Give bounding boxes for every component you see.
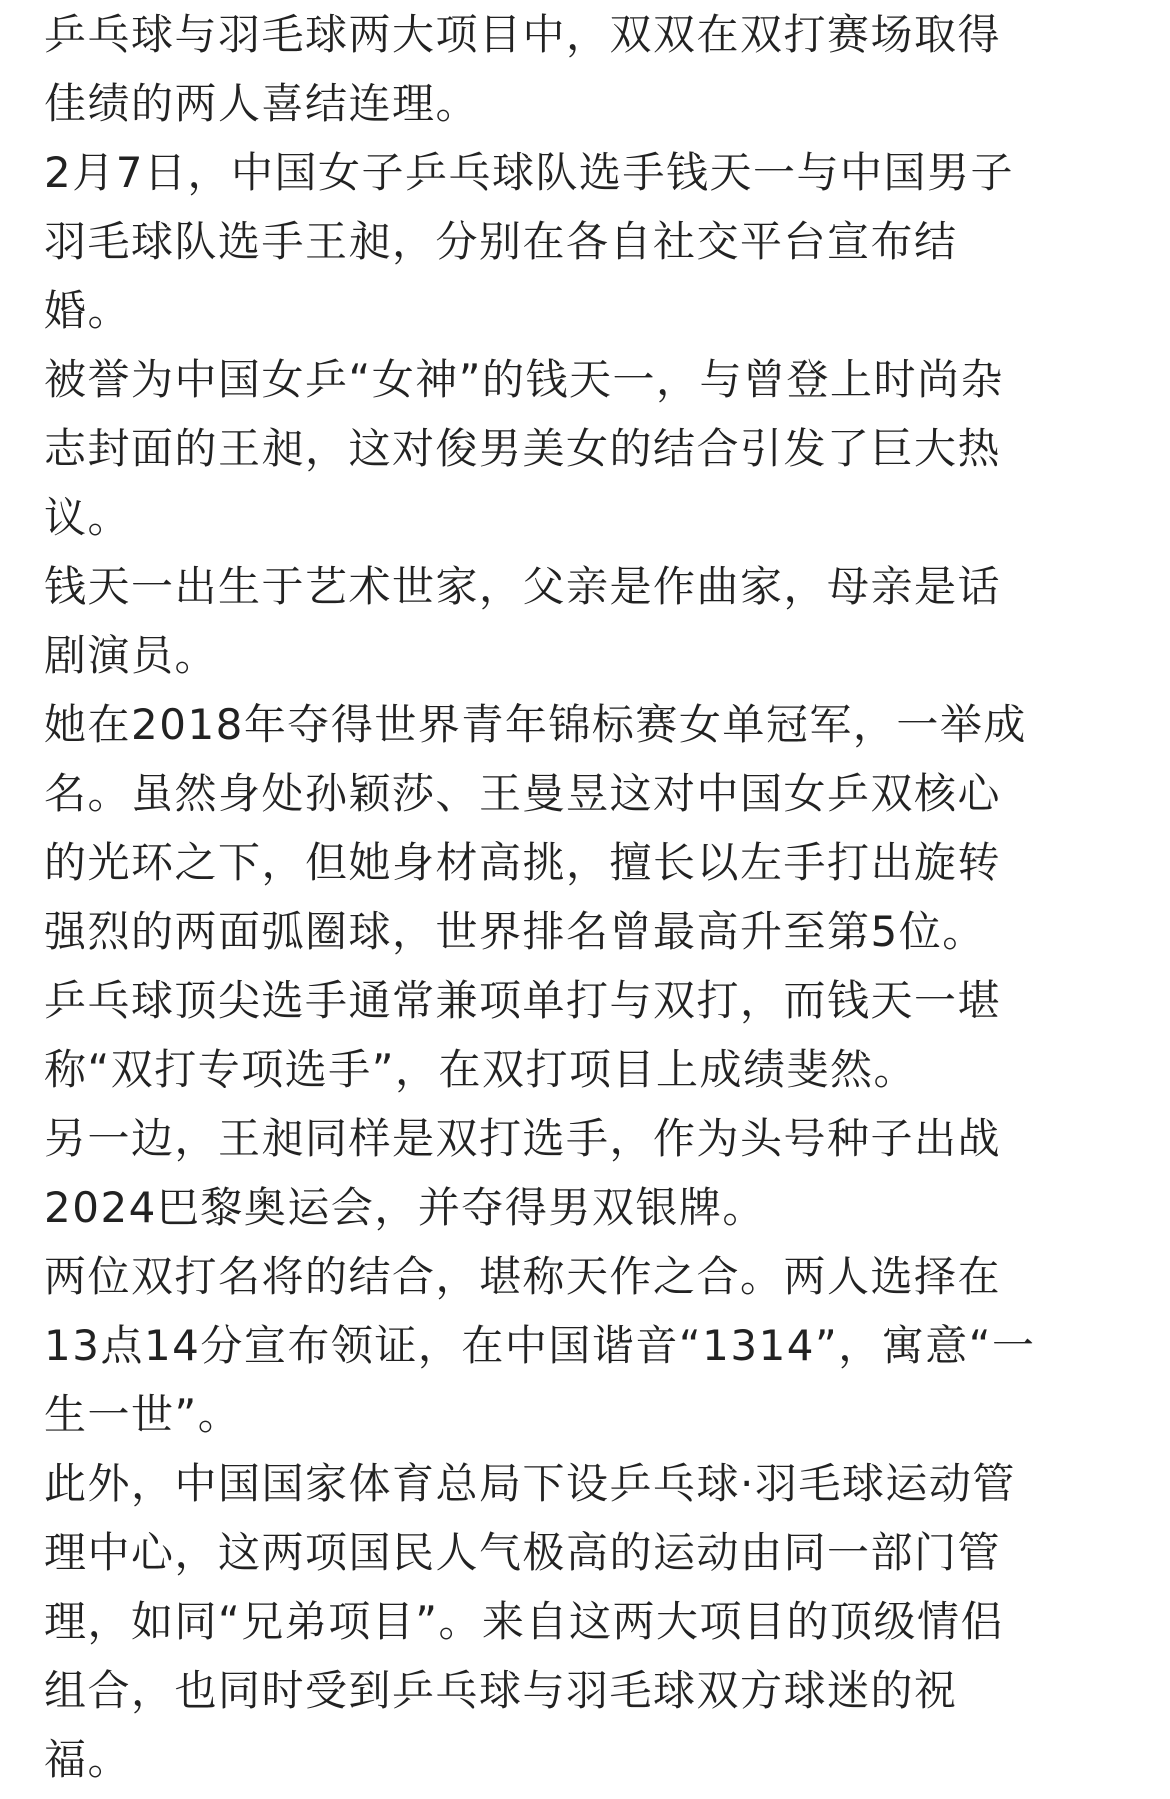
article-line: 理，如同“兄弟项目”。来自这两大项目的顶级情侣 [44, 1597, 1005, 1646]
article-line: 被誉为中国女乒“女神”的钱天一，与曾登上时尚杂 [44, 355, 1005, 404]
article-line: 名。虽然身处孙颖莎、王曼昱这对中国女乒双核心 [44, 769, 1002, 818]
article-line: 生一世”。 [44, 1390, 242, 1439]
article-line: 13点14分宣布领证，在中国谐音“1314”，寓意“一 [44, 1321, 1036, 1370]
article-line: 志封面的王昶，这对俊男美女的结合引发了巨大热 [44, 424, 1002, 473]
article-line: 乒乓球与羽毛球两大项目中，双双在双打赛场取得 [44, 10, 1002, 59]
article-line: 她在2018年夺得世界青年锦标赛女单冠军，一举成 [44, 700, 1027, 749]
article-line: 议。 [44, 493, 132, 542]
article-line: 钱天一出生于艺术世家，父亲是作曲家，母亲是话 [44, 562, 1002, 611]
article-line: 剧演员。 [44, 631, 219, 680]
article-line: 强烈的两面弧圈球，世界排名曾最高升至第5位。 [44, 907, 986, 956]
article-line: 2月7日，中国女子乒乓球队选手钱天一与中国男子 [44, 148, 1014, 197]
article-line: 理中心，这两项国民人气极高的运动由同一部门管 [44, 1528, 1002, 1577]
article-line: 此外，中国国家体育总局下设乒乓球·羽毛球运动管 [44, 1459, 1016, 1508]
article-line: 乒乓球顶尖选手通常兼项单打与双打，而钱天一堪 [44, 976, 1002, 1025]
article-line: 2024巴黎奥运会，并夺得男双银牌。 [44, 1183, 766, 1232]
article-line: 称“双打专项选手”，在双打项目上成绩斐然。 [44, 1045, 918, 1094]
article-line: 佳绩的两人喜结连理。 [44, 79, 480, 128]
article-line: 两位双打名将的结合，堪称天作之合。两人选择在 [44, 1252, 1002, 1301]
article-line: 羽毛球队选手王昶，分别在各自社交平台宣布结 [44, 217, 958, 266]
article-line: 的光环之下，但她身材高挑，擅长以左手打出旋转 [44, 838, 1002, 887]
article-line: 福。 [44, 1735, 132, 1784]
article-line: 组合，也同时受到乒乓球与羽毛球双方球迷的祝 [44, 1666, 958, 1715]
article-line: 另一边，王昶同样是双打选手，作为头号种子出战 [44, 1114, 1002, 1163]
article-body [44, 0, 1144, 1794]
article-line: 婚。 [44, 286, 132, 335]
